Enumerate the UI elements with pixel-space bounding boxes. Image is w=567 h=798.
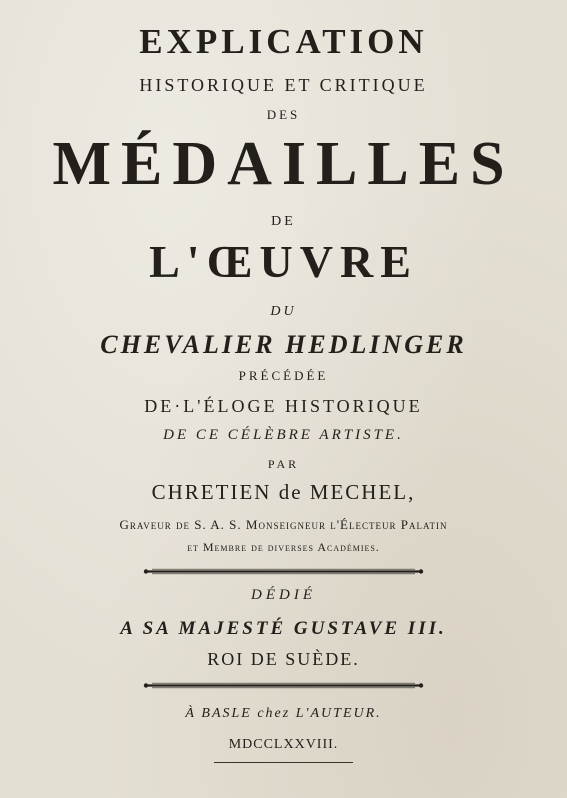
author-name: CHRETIEN de MECHEL, (151, 480, 416, 504)
title-eloge: DE·L'ÉLOGE HISTORIQUE (144, 396, 423, 416)
dedication-recipient: A SA MAJESTÉ GUSTAVE III. (120, 618, 447, 639)
title-subtitle: HISTORIQUE ET CRITIQUE (139, 75, 428, 95)
title-du: DU (270, 304, 297, 319)
book-title: EXPLICATION (139, 22, 428, 61)
author-membership-line: et Membre de diverses Académies. (187, 540, 380, 554)
title-des: DES (266, 107, 301, 122)
title-de: DE (271, 214, 296, 229)
dedication-heading: DÉDIÉ (251, 587, 316, 603)
title-medailles: MÉDAILLES (52, 130, 515, 198)
title-precedee: PRÉCÉDÉE (238, 368, 329, 383)
imprint-date: MDCCLXXVIII. (228, 737, 339, 752)
author-title-line: Graveur de S. A. S. Monseigneur l'Électeur Palatin (119, 517, 448, 532)
title-par: PAR (267, 457, 300, 471)
ornamental-rule-bottom (142, 682, 425, 689)
title-oeuvre: L'ŒUVRE (149, 236, 418, 287)
dedication-title: ROI DE SUÈDE. (207, 649, 360, 669)
title-chevalier: CHEVALIER HEDLINGER (100, 330, 467, 359)
ornamental-rule-top (142, 568, 425, 575)
imprint-place: À BASLE chez L'AUTEUR. (185, 706, 382, 721)
title-artiste: DE CE CÉLÈBRE ARTISTE. (163, 427, 404, 443)
date-underline (214, 762, 353, 763)
